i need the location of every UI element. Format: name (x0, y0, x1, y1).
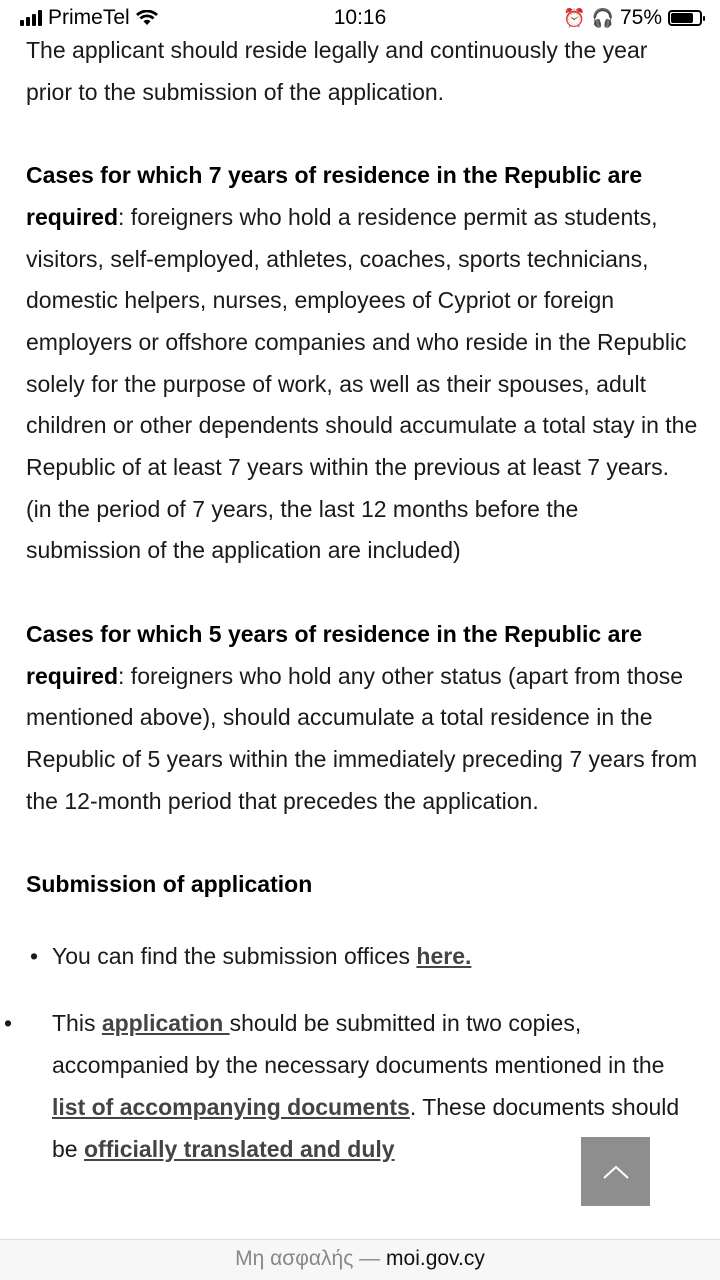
submission-heading: Submission of application (26, 871, 313, 898)
battery-percent: 75% (619, 6, 662, 29)
carrier-name: PrimeTel (48, 6, 130, 29)
url-bar[interactable] (0, 1239, 720, 1280)
clock: 10:16 (333, 6, 387, 29)
battery-icon (668, 10, 702, 26)
five-years-heading: Cases for which 5 years of residence in the Republic are required (26, 620, 643, 689)
application-link[interactable]: application (101, 1010, 230, 1037)
intro-paragraph: The applicant should reside legally and continuously the year prior to the submission of the application. (26, 37, 648, 105)
security-label: Μη ασφαλής — (235, 1247, 381, 1270)
list-item: • This application should be submitted in two copies, accompanied by the necessary documents mentioned in the list of accompanying documents. These documents should be officially translated and duly (26, 1003, 698, 1170)
scroll-to-top-button[interactable] (581, 1137, 650, 1206)
submission-list (26, 936, 698, 1171)
seven-years-paragraph: Cases for which 7 years of residence in the Republic are required: foreigners who hold a residence permit as students, visitors, self-employed, athletes, coaches, sports technicians, domestic helpers, nurses, employees of Cypriot or foreign employers or offshore companies and who reside in the Republic solely for the purpose of work, as well as their spouses, adult children or other dependents should accumulate a total stay in the Republic of at least 7 years within the previous at least 7 years. (in the period of 7 years, the last 12 months before the submission of the application are included) (26, 162, 698, 564)
headphones-icon: 🎧 (591, 7, 614, 28)
seven-years-heading: Cases for which 7 years of residence in the Republic are required (26, 162, 643, 230)
list-item: • You can find the submission offices here. (52, 936, 698, 978)
five-years-paragraph: Cases for which 5 years of residence in the Republic are required: foreigners who hold any other status (apart from those mentioned above), should accumulate a total residence in the Republic of 5 years within the immediately preceding 7 years from the 12-month period that precedes the application. (26, 620, 698, 814)
chevron-up-icon (603, 1165, 629, 1179)
alarm-icon: ⏰ (563, 7, 586, 28)
translated-link[interactable]: officially translated and duly (83, 1135, 395, 1162)
offices-link[interactable]: here. (416, 942, 472, 969)
article-content (26, 30, 698, 1196)
accompanying-documents-link[interactable]: list of accompanying documents (52, 1093, 410, 1120)
url-domain[interactable]: moi.gov.cy (386, 1247, 485, 1270)
